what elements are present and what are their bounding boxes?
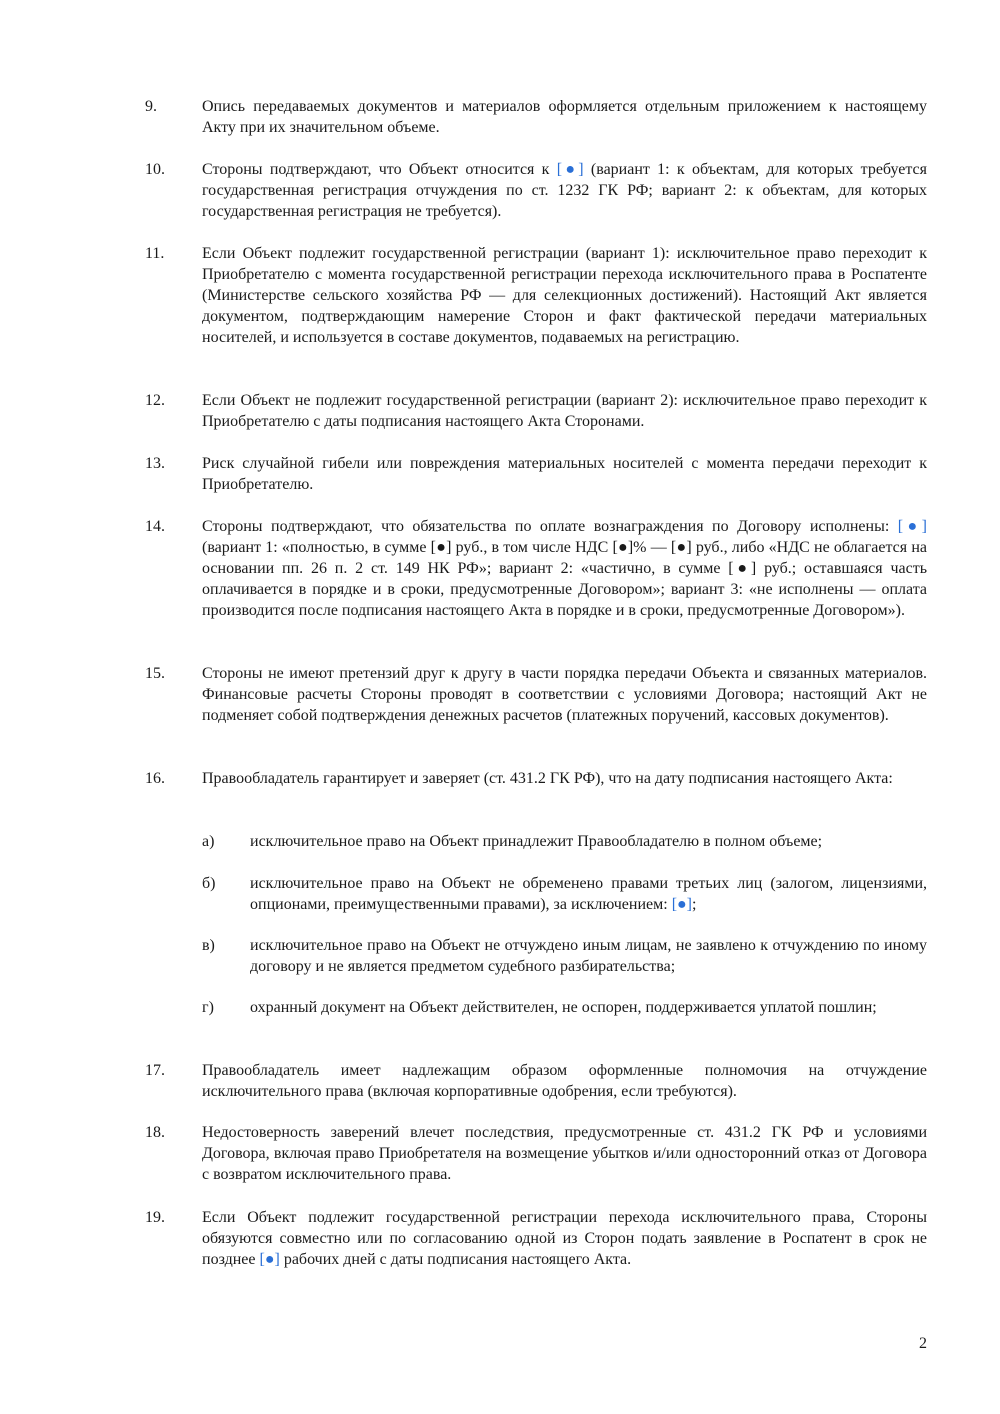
clause-number: 19. [145, 1209, 165, 1226]
subclause-text: исключительное право на Объект не обременено правами третьих лиц (залогом, лицензиями, опционами, преимущественными правами), за исключением: [●]; [250, 875, 927, 913]
clause-text: Недостоверность заверений влечет последствия, предусмотренные ст. 431.2 ГК РФ и условиями Договора, включая право Приобретателя на возмещение убытков и/или односторонний отказ от Договора с возвратом исключительного права. [202, 1124, 927, 1183]
subclause-letter: г) [202, 999, 214, 1016]
clause-text: Стороны подтверждают, что Объект относится к [●] (вариант 1: к объектам, для которых требуется государственная регистрация отчуждения по ст. 1232 ГК РФ; вариант 2: к объектам, для которых государственная регистрация не требуется). [202, 161, 928, 220]
placeholder-marker: [●] [259, 1251, 280, 1268]
clause-number: 12. [145, 392, 165, 409]
clause-text: Стороны подтверждают, что обязательства по оплате вознаграждения по Договору исполнены: [●] (вариант 1: «полностью, в сумме [●] руб., в том числе НДС [●]% — [●] руб., либо «НДС не облагается на основании пп. 26 п. 2 ст. 149 НК РФ»; вариант 2: «частично, в сумме [●] руб.; оставшаяся часть оплачивается в порядке и в сроки, предусмотренные Договором»; вариант 3: «не исполнены — оплата производится после подписания настоящего Акта в порядке и в сроки, предусмотренные Договором»). [202, 518, 927, 619]
clause-text: Опись передаваемых документов и материалов оформляется отдельным приложением к настоящему Акту при их значительном объеме. [202, 98, 927, 136]
clause-number: 14. [145, 518, 165, 535]
clause-text: Если Объект подлежит государственной регистрации (вариант 1): исключительное право переходит к Приобретателю с момента государственной регистрации перехода исключительного права в Роспатенте (Министерстве сельского хозяйства РФ — для селекционных достижений). Настоящий Акт является документом, подтверждающим намерение Сторон и факт фактической передачи материальных носителей, и используется в составе документов, подаваемых на регистрацию. [202, 245, 927, 346]
clause-text: Если Объект подлежит государственной регистрации перехода исключительного права, Стороны обязуются совместно или по согласованию одной из Сторон подать заявление в Роспатент в срок не позднее [●] рабочих дней с даты подписания настоящего Акта. [202, 1209, 927, 1268]
clause-number: 18. [145, 1124, 165, 1141]
subclause-text: исключительное право на Объект принадлежит Правообладателю в полном объеме; [250, 833, 823, 850]
clause-text: Если Объект не подлежит государственной регистрации (вариант 2): исключительное право переходит к Приобретателю с даты подписания настоящего Акта Сторонами. [202, 392, 927, 430]
clause-number: 10. [145, 161, 165, 178]
subclause-letter: б) [202, 875, 216, 892]
clause-number: 13. [145, 455, 165, 472]
clause-number: 15. [145, 665, 165, 682]
clause-text: Правообладатель имеет надлежащим образом оформленные полномочия на отчуждение исключительного права (включая корпоративные одобрения, если требуются). [202, 1062, 927, 1100]
clause-number: 17. [145, 1062, 165, 1079]
placeholder-marker: [●] [897, 518, 927, 535]
clause-text: Стороны не имеют претензий друг к другу в части порядка передачи Объекта и связанных материалов. Финансовые расчеты Стороны проводят в соответствии с условиями Договора; настоящий Акт не подменяет собой подтверждения денежных расчетов (платежных поручений, кассовых документов). [202, 665, 927, 724]
subclause-text: исключительное право на Объект не отчуждено иным лицам, не заявлено к отчуждению по иному договору и не является предметом судебного разбирательства; [250, 937, 927, 975]
clause-number: 11. [145, 245, 165, 262]
clause-number: 16. [145, 770, 165, 787]
placeholder-marker: [●] [671, 896, 693, 913]
subclause-text: охранный документ на Объект действителен, не оспорен, поддерживается уплатой пошлин; [250, 999, 877, 1016]
clause-text: Риск случайной гибели или повреждения материальных носителей с момента передачи переходит к Приобретателю. [202, 455, 927, 493]
clause-text: Правообладатель гарантирует и заверяет (ст. 431.2 ГК РФ), что на дату подписания настоящего Акта: [202, 770, 893, 787]
clause-number: 9. [145, 98, 157, 115]
subclause-letter: в) [202, 937, 215, 954]
subclause-letter: а) [202, 833, 215, 850]
placeholder-marker: [●] [556, 161, 584, 178]
page-number: 2 [919, 1335, 927, 1352]
